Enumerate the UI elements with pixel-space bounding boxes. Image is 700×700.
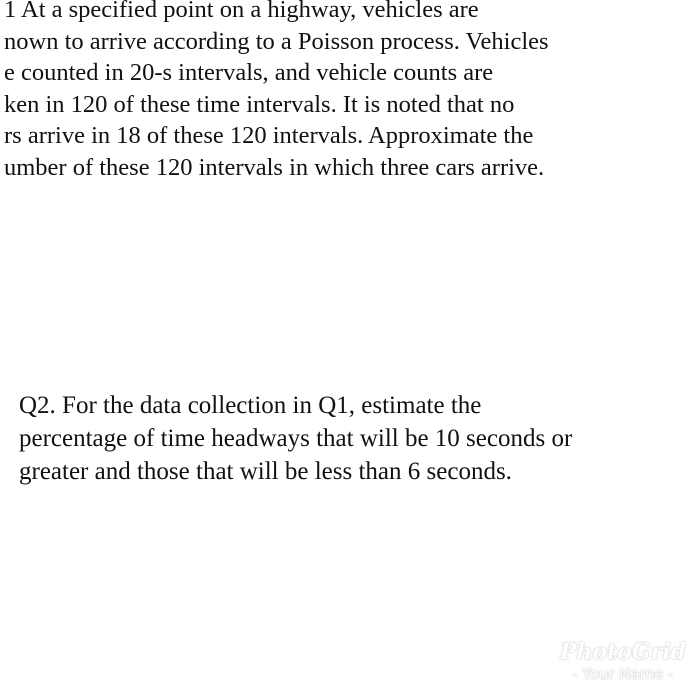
watermark-brand: PhotoGrid bbox=[559, 639, 686, 665]
photogrid-watermark bbox=[560, 640, 686, 684]
question-1-line: nown to arrive according to a Poisson process. Vehicles bbox=[4, 27, 549, 55]
question-2-line: percentage of time headways that will be 10 seconds or bbox=[19, 425, 573, 452]
question-1-line: ken in 120 of these time intervals. It is noted that no bbox=[4, 90, 515, 118]
watermark-name: - Your Name - bbox=[572, 665, 674, 683]
question-1-line: umber of these 120 intervals in which three cars arrive. bbox=[4, 153, 545, 181]
question-1-line: 1 At a specified point on a highway, vehicles are bbox=[4, 0, 479, 23]
question-2-line: Q2. For the data collection in Q1, estimate the bbox=[19, 392, 482, 419]
question-2-text bbox=[19, 389, 699, 488]
question-1-line: e counted in 20-s intervals, and vehicle counts are bbox=[4, 59, 494, 87]
question-2-line: greater and those that will be less than 6 seconds. bbox=[19, 458, 512, 485]
question-1-line: rs arrive in 18 of these 120 intervals. Approximate the bbox=[4, 122, 534, 150]
question-1-text bbox=[4, 0, 700, 184]
